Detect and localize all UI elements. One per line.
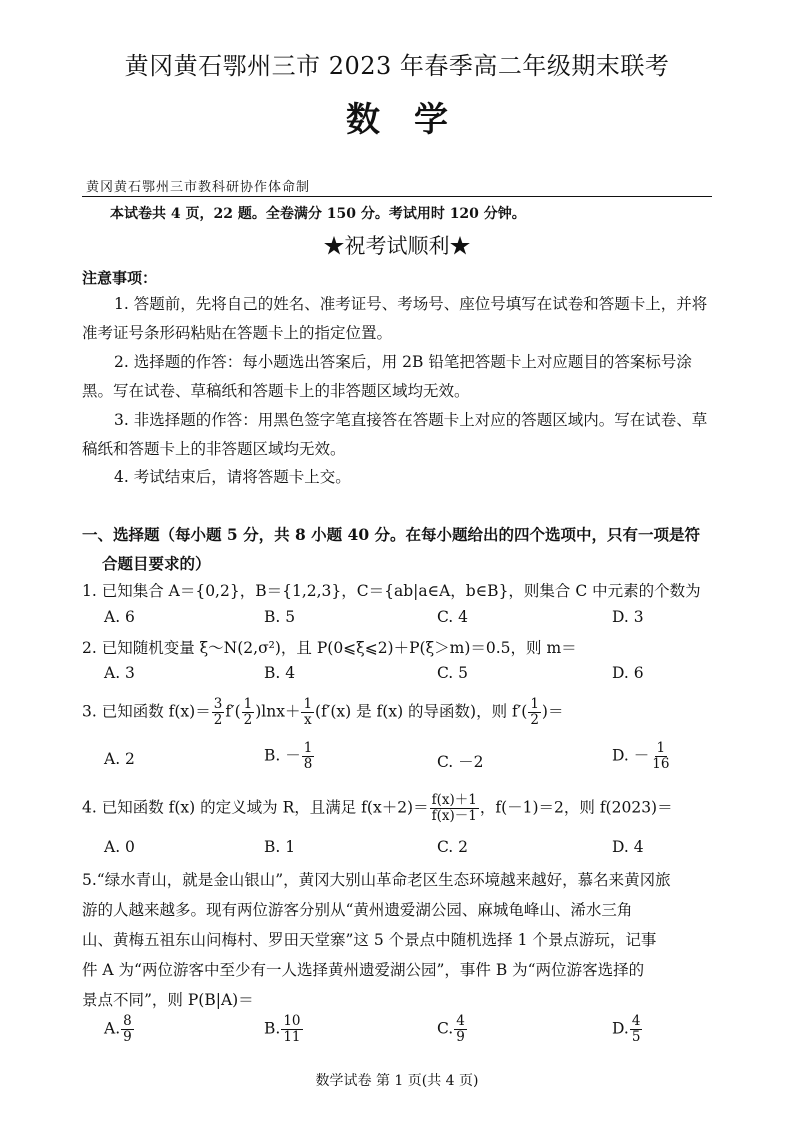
header-divider: [82, 196, 712, 197]
denominator: 2: [213, 712, 223, 728]
notice-title: 注意事项：: [82, 269, 158, 287]
question-4-option-c: C. 2: [437, 838, 469, 856]
option-label: D. －: [612, 746, 650, 765]
question-3-stem: [82, 697, 722, 728]
numerator: 1: [303, 696, 313, 712]
notice-item-2: 2. 选择题的作答：每小题选出答案后，用 2B 铅笔把答题卡上对应题目的答案标号涂黑。写在试卷、草稿纸和答题卡上的非答题区域均无效。: [82, 353, 692, 400]
good-luck-banner: ★祝考试顺利★: [323, 234, 471, 258]
question-3-option-b: [264, 741, 315, 772]
denominator: 16: [652, 756, 670, 772]
question-5-line: 游的人越来越多。现有两位游客分别从“黄州遗爱湖公园、麻城龟峰山、浠水三角: [82, 901, 633, 919]
option-label: C.: [437, 1019, 454, 1038]
fraction: [650, 741, 671, 772]
question-3-text-d: (f′(x) 是 f(x) 的导函数)，则 f′(: [315, 702, 528, 721]
question-2-option-d: D. 6: [612, 664, 644, 682]
denominator: 5: [631, 1029, 641, 1045]
fraction: [281, 1014, 302, 1045]
question-5-option-c: [437, 1014, 468, 1045]
question-1-stem: 1. 已知集合 A＝{0,2}，B＝{1,2,3}，C＝{ab|a∈A，b∈B}，则集合 C 中元素的个数为: [82, 582, 701, 600]
exam-info: 本试卷共 4 页，22 题。全卷满分 150 分。考试用时 120 分钟。: [110, 206, 526, 222]
fraction: [454, 1014, 467, 1045]
question-1-option-a: A. 6: [104, 608, 135, 626]
question-2-stem: 2. 已知随机变量 ξ～N(2,σ²)，且 P(0⩽ξ⩽2)＋P(ξ＞m)＝0.5，则 m＝: [82, 639, 577, 657]
question-1-option-d: D. 3: [612, 608, 644, 626]
denominator: 2: [530, 712, 539, 728]
numerator: 1: [530, 696, 539, 712]
numerator: 1: [243, 696, 253, 712]
denominator: 9: [456, 1029, 465, 1045]
fraction: [212, 697, 225, 728]
notice-item-3: 3. 非选择题的作答：用黑色签字笔直接答在答题卡上对应的答题区域内。写在试卷、草稿纸和答题卡上的非答题区域均无效。: [82, 411, 708, 458]
option-label: D.: [612, 1019, 629, 1038]
section-heading-line1: 一、选择题（每小题 5 分，共 8 小题 40 分。在每小题给出的四个选项中，只有一项是符: [82, 525, 701, 544]
numerator: 10: [283, 1013, 301, 1029]
section-heading-line2: 合题目要求的）: [102, 554, 211, 573]
numerator: 1: [656, 740, 666, 756]
exam-title: 黄冈黄石鄂州三市 2023 年春季高二年级期末联考: [124, 52, 670, 80]
fraction: [121, 1014, 134, 1045]
fraction: [430, 793, 479, 824]
question-4-text-a: 4. 已知函数 f(x) 的定义域为 R，且满足 f(x＋2)＝: [82, 798, 429, 817]
numerator: 8: [123, 1013, 132, 1029]
subject-title: 数学: [346, 100, 482, 140]
denominator: x: [303, 712, 312, 728]
fraction: [630, 1014, 643, 1045]
question-3-option-c: C. －2: [437, 753, 484, 771]
question-2-option-a: A. 3: [104, 664, 135, 682]
question-3-text-b: f′(: [225, 702, 241, 721]
committee-line: 黄冈黄石鄂州三市教科研协作体命制: [86, 180, 311, 195]
question-5-stem: [82, 865, 722, 1015]
section-heading: [82, 520, 722, 578]
question-5-option-a: [104, 1014, 135, 1045]
notice-item-1: 1. 答题前，先将自己的姓名、准考证号、考场号、座位号填写在试卷和答题卡上，并将准考证号条形码粘贴在答题卡上的指定位置。: [82, 295, 708, 342]
numerator: 4: [456, 1013, 465, 1029]
question-1-option-b: B. 5: [264, 608, 296, 626]
option-label: A.: [104, 1019, 121, 1038]
numerator: 4: [631, 1013, 641, 1029]
question-4-option-a: A. 0: [104, 838, 135, 856]
question-3-text-e: )＝: [541, 702, 564, 721]
numerator: 1: [303, 740, 313, 756]
question-4-option-b: B. 1: [264, 838, 296, 856]
denominator: 11: [283, 1029, 301, 1045]
question-5-line: 5.“绿水青山，就是金山银山”，黄冈大别山革命老区生态环境越来越好，慕名来黄冈旅: [82, 871, 671, 889]
question-5-line: 山、黄梅五祖东山问梅村、罗田天堂寨”这 5 个景点中随机选择 1 个景点游玩，记事: [82, 931, 657, 949]
notice-item-4: 4. 考试结束后，请将答题卡上交。: [114, 468, 351, 486]
question-3-text-a: 3. 已知函数 f(x)＝: [82, 702, 211, 721]
fraction: [242, 697, 255, 728]
question-1-option-c: C. 4: [437, 608, 469, 626]
denominator: 8: [303, 756, 313, 772]
fraction: [528, 697, 541, 728]
denominator: 2: [243, 712, 253, 728]
question-5-line: 件 A 为“两位游客中至少有一人选择黄州遗爱湖公园”，事件 B 为“两位游客选择的: [82, 961, 645, 979]
question-4-stem: [82, 793, 722, 824]
fraction: [301, 697, 314, 728]
denominator: 9: [123, 1029, 132, 1045]
question-5-option-b: [264, 1014, 304, 1045]
question-4-text-b: ，f(－1)＝2，则 f(2023)＝: [479, 798, 673, 817]
numerator: f(x)＋1: [431, 792, 477, 808]
question-4-option-d: D. 4: [612, 838, 644, 856]
option-label: B. －: [264, 746, 301, 765]
fraction: [302, 741, 315, 772]
question-2-option-c: C. 5: [437, 664, 469, 682]
option-label: B.: [264, 1019, 281, 1038]
question-3-text-c: )lnx＋: [255, 702, 301, 721]
question-5-option-d: [612, 1014, 643, 1045]
question-2-option-b: B. 4: [264, 664, 296, 682]
page-footer: 数学试卷 第 1 页(共 4 页): [315, 1073, 479, 1089]
question-3-option-a: A. 2: [104, 750, 135, 768]
denominator: f(x)－1: [431, 808, 477, 824]
numerator: 3: [213, 696, 223, 712]
question-3-option-d: [612, 741, 672, 772]
question-5-line: 景点不同”，则 P(B|A)＝: [82, 991, 254, 1009]
